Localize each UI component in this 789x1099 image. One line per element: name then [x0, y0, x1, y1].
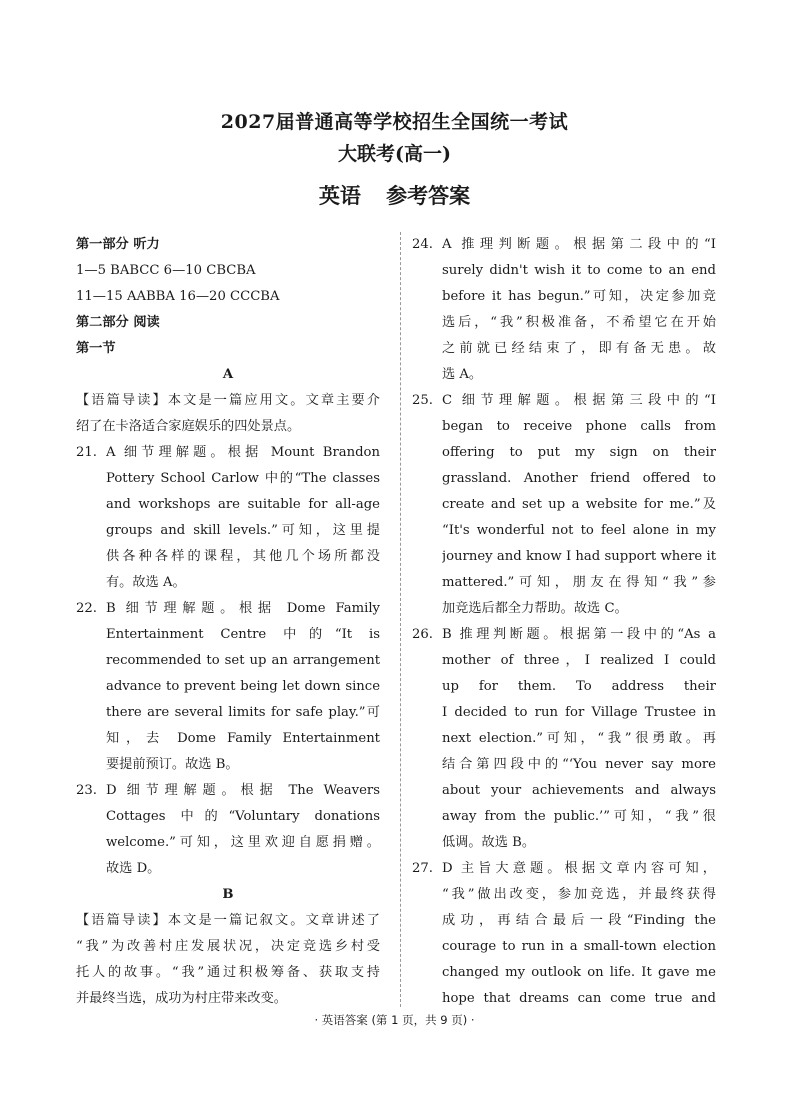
answer-line: 之前就已经结束了，即有备无患。故 [442, 341, 716, 356]
answer-line: recommended to set up an arrangement [106, 653, 380, 668]
answer-line: surely didn't wish it to come to an end [442, 263, 716, 278]
answer-line: next election.”可知，“我”很勇敢。再 [442, 731, 716, 746]
answer-line: Cottages 中的“Voluntary donations [106, 809, 380, 824]
answer-line: and workshops are suitable for all-age [106, 497, 380, 512]
answer-line: B 推理判断题。根据第一段中的“As a [442, 627, 716, 642]
answer-line: 供各种各样的课程，其他几个场所都没 [106, 549, 380, 564]
intro-a-line: 绍了在卡洛适合家庭娱乐的四处景点。 [76, 419, 301, 434]
answer-line: groups and skill levels.”可知，这里提 [106, 523, 380, 538]
question-number: 25. [412, 393, 433, 408]
intro-a-line: 【语篇导读】本文是一篇应用文。文章主要介 [76, 393, 380, 408]
answer-line: Entertainment Centre 中的“It is [106, 627, 380, 642]
left-column [76, 232, 380, 1012]
answer-line: courage to run in a small-town election [442, 939, 716, 954]
answer-line: 选 A。 [442, 367, 483, 382]
answer-line: C 细节理解题。根据第三段中的“I [442, 393, 716, 408]
answer-line: before it has begun.”可知，决定参加竞 [442, 289, 716, 304]
section1-heading: 第一节 [76, 341, 116, 356]
answer-line: 成功，再结合最后一段“Finding the [442, 913, 716, 928]
answer-line: create and set up a website for me.”及 [442, 497, 716, 512]
intro-b-line: 并最终当选，成功为村庄带来改变。 [76, 991, 287, 1006]
intro-b-line: 【语篇导读】本文是一篇记叙文。文章讲述了 [76, 913, 380, 928]
answer-line: B 细节理解题。根据 Dome Family [106, 601, 380, 616]
answer-line: welcome.”可知，这里欢迎自愿捐赠。 [106, 835, 380, 850]
column-divider [400, 232, 401, 1007]
question-number: 26. [412, 627, 433, 642]
question-22 [76, 596, 380, 778]
title-line-1: 2027届普通高等学校招生全国统一考试 [220, 111, 569, 133]
question-23 [76, 778, 380, 882]
question-25 [412, 388, 716, 622]
passage-a-heading: A [222, 367, 234, 382]
question-27 [412, 856, 716, 1012]
answers-row-1: 1—5 BABCC 6—10 CBCBA [76, 263, 256, 278]
answer-line: 要提前预订。故选 B。 [106, 757, 239, 772]
answer-line: advance to prevent being let down since [106, 679, 380, 694]
answer-line: began to receive phone calls from [442, 419, 716, 434]
answer-line: changed my outlook on life. It gave me [442, 965, 716, 980]
intro-b-line: 托人的故事。“我”通过积极筹备、获取支持 [76, 965, 380, 980]
answer-line: hope that dreams can come true and [442, 991, 716, 1006]
answer-line: 加竞选后都全力帮助。故选 C。 [442, 601, 628, 616]
question-number: 24. [412, 237, 433, 252]
answer-line: 有。故选 A。 [106, 575, 186, 590]
answer-line: D 细节理解题。根据 The Weavers [106, 783, 380, 798]
question-body [442, 856, 716, 1012]
answer-line: D 主旨大意题。根据文章内容可知， [442, 861, 716, 876]
answer-line: “It's wonderful not to feel alone in my [442, 523, 716, 538]
question-body [442, 622, 716, 856]
answer-line: 结合第四段中的“‘You never say more [442, 757, 716, 772]
question-24 [412, 232, 716, 388]
answer-line: offering to put my sign on their [442, 445, 716, 460]
answer-line: Pottery School Carlow 中的“The classes [106, 471, 380, 486]
question-number: 22. [76, 601, 97, 616]
title-line-2: 大联考(高一) [338, 143, 451, 165]
answer-line: 知，去 Dome Family Entertainment [106, 731, 380, 746]
answer-line: about your achievements and always [442, 783, 716, 798]
answer-line: 选后，“我”积极准备，不希望它在开始 [442, 315, 716, 330]
page-footer: · 英语答案 (第 1 页，共 9 页) · [314, 1013, 475, 1027]
question-26 [412, 622, 716, 856]
answer-line: mother of three，I realized I could [442, 653, 716, 668]
question-number: 23. [76, 783, 97, 798]
question-body [106, 596, 380, 778]
answer-line: 低调。故选 B。 [442, 835, 536, 850]
answer-line: mattered.”可知，朋友在得知“我”参 [442, 575, 716, 590]
question-21 [76, 440, 380, 596]
answer-line: up for them. To address their [442, 679, 716, 694]
part1-heading: 第一部分 听力 [76, 237, 160, 252]
answer-line: away from the public.’”可知，“我”很 [442, 809, 716, 824]
question-body [106, 440, 380, 596]
answer-line: there are several limits for safe play.”可 [106, 705, 380, 720]
part2-heading: 第二部分 阅读 [76, 315, 160, 330]
right-column [412, 232, 716, 1012]
question-number: 27. [412, 861, 433, 876]
question-body [442, 388, 716, 622]
answer-line: 故选 D。 [106, 861, 161, 876]
answer-line: journey and know I had support where it [442, 549, 716, 564]
question-body [442, 232, 716, 388]
passage-b-heading: B [222, 887, 234, 902]
answer-line: I decided to run for Village Trustee in [442, 705, 716, 720]
answer-line: A 细节理解题。根据 Mount Brandon [106, 445, 380, 460]
question-body [106, 778, 380, 882]
answer-line: grassland. Another friend offered to [442, 471, 716, 486]
intro-b-line: “我”为改善村庄发展状况，决定竞选乡村受 [76, 939, 380, 954]
answer-line: A 推理判断题。根据第二段中的“I [442, 237, 716, 252]
title-line-3: 英语 参考答案 [318, 183, 471, 208]
question-number: 21. [76, 445, 97, 460]
answer-line: “我”做出改变，参加竞选，并最终获得 [442, 887, 716, 902]
answers-row-2: 11—15 AABBA 16—20 CCCBA [76, 289, 280, 304]
